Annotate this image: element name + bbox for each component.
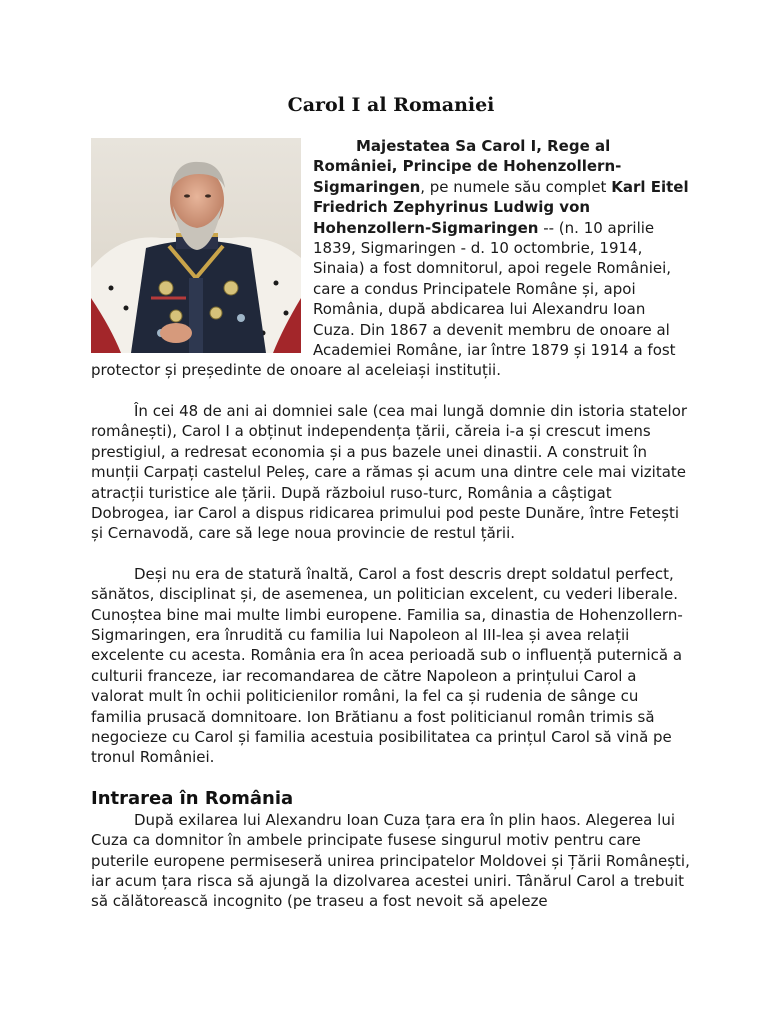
body-paragraph-1 xyxy=(91,401,691,544)
section-paragraph xyxy=(91,810,691,912)
intro-bold-lead: Majestatea Sa Carol I, Rege al României, Principe de Hohenzollern-Sigmaringen xyxy=(313,137,622,196)
portrait-illustration xyxy=(91,138,301,353)
document-page xyxy=(91,0,691,912)
intro-text-1: , pe numele său complet xyxy=(420,177,612,196)
portrait-image xyxy=(91,138,301,353)
paragraph-text: În cei 48 de ani ai domniei sale (cea mai lungă domnie din istoria statelor românești), Carol I a obținut independența țării, căreia i-a și crescut imens prestigiul, a redresat economia și a pus bazele unei dinastii. A construit în munții Carpați castelul Peleș, care a rămas și acum una dintre cele mai vizitate atracții turistice ale țării. După războiul ruso-turc, România a câștigat Dobrogea, iar Carol a dispus ridicarea primului pod peste Dunăre, între Fetești și Cernavodă, care să lege noua provincie de restul țării. xyxy=(91,401,688,543)
document-title: Carol I al Romaniei xyxy=(287,94,495,116)
body-paragraph-2 xyxy=(91,564,691,768)
paragraph-text: Deși nu era de statură înaltă, Carol a fost descris drept soldatul perfect, sănătos, disciplinat și, de asemenea, un politician excelent, cu vederi liberale. Cunoștea bine mai multe limbi europene. Familia sa, dinastia de Hohenzollern-Sigmaringen, era înrudită cu familia lui Napoleon al III-lea și avea relații excelente cu acesta. România era în acea perioadă sub o influență puternică a culturii franceze, iar recomandarea de către Napoleon a prințului Carol a valorat mult în ochii politicienilor români, la fel ca și rudenia de sânge cu familia prusacă domnitoare. Ion Brătianu a fost politicianul român trimis să negocieze cu Carol și familia acestuia posibilitatea ca prințul Carol să vină pe tronul României. xyxy=(91,564,683,767)
section-heading: Intrarea în România xyxy=(91,787,294,809)
intro-bold-name: Karl Eitel Friedrich Zephyrinus Ludwig von Hohenzollern-Sigmaringen xyxy=(313,177,689,237)
section-text: După exilarea lui Alexandru Ioan Cuza țara era în plin haos. Alegerea lui Cuza ca domnitor în ambele principate fusese singurul motiv pentru care puterile europene permiseseră unirea principatelor Moldovei și Țării Românești, iar acum țara risca să ajungă la dizolvarea acestei uniri. Tânărul Carol a trebuit să călătorească incognito (pe traseu a fost nevoit să apeleze xyxy=(91,810,690,911)
intro-text-2: -- (n. 10 aprilie 1839, Sigmaringen - d. 10 octombrie, 1914, Sinaia) a fost domnitorul, apoi regele României, care a condus Principatele Române și, apoi România, după abdicarea lui Alexandru Ioan Cuza. Din 1867 a devenit membru de onoare al Academiei Române, iar între 1879 și 1914 a fost protector și președinte de onoare al aceleiași instituții. xyxy=(91,218,676,380)
intro-section xyxy=(91,136,691,381)
